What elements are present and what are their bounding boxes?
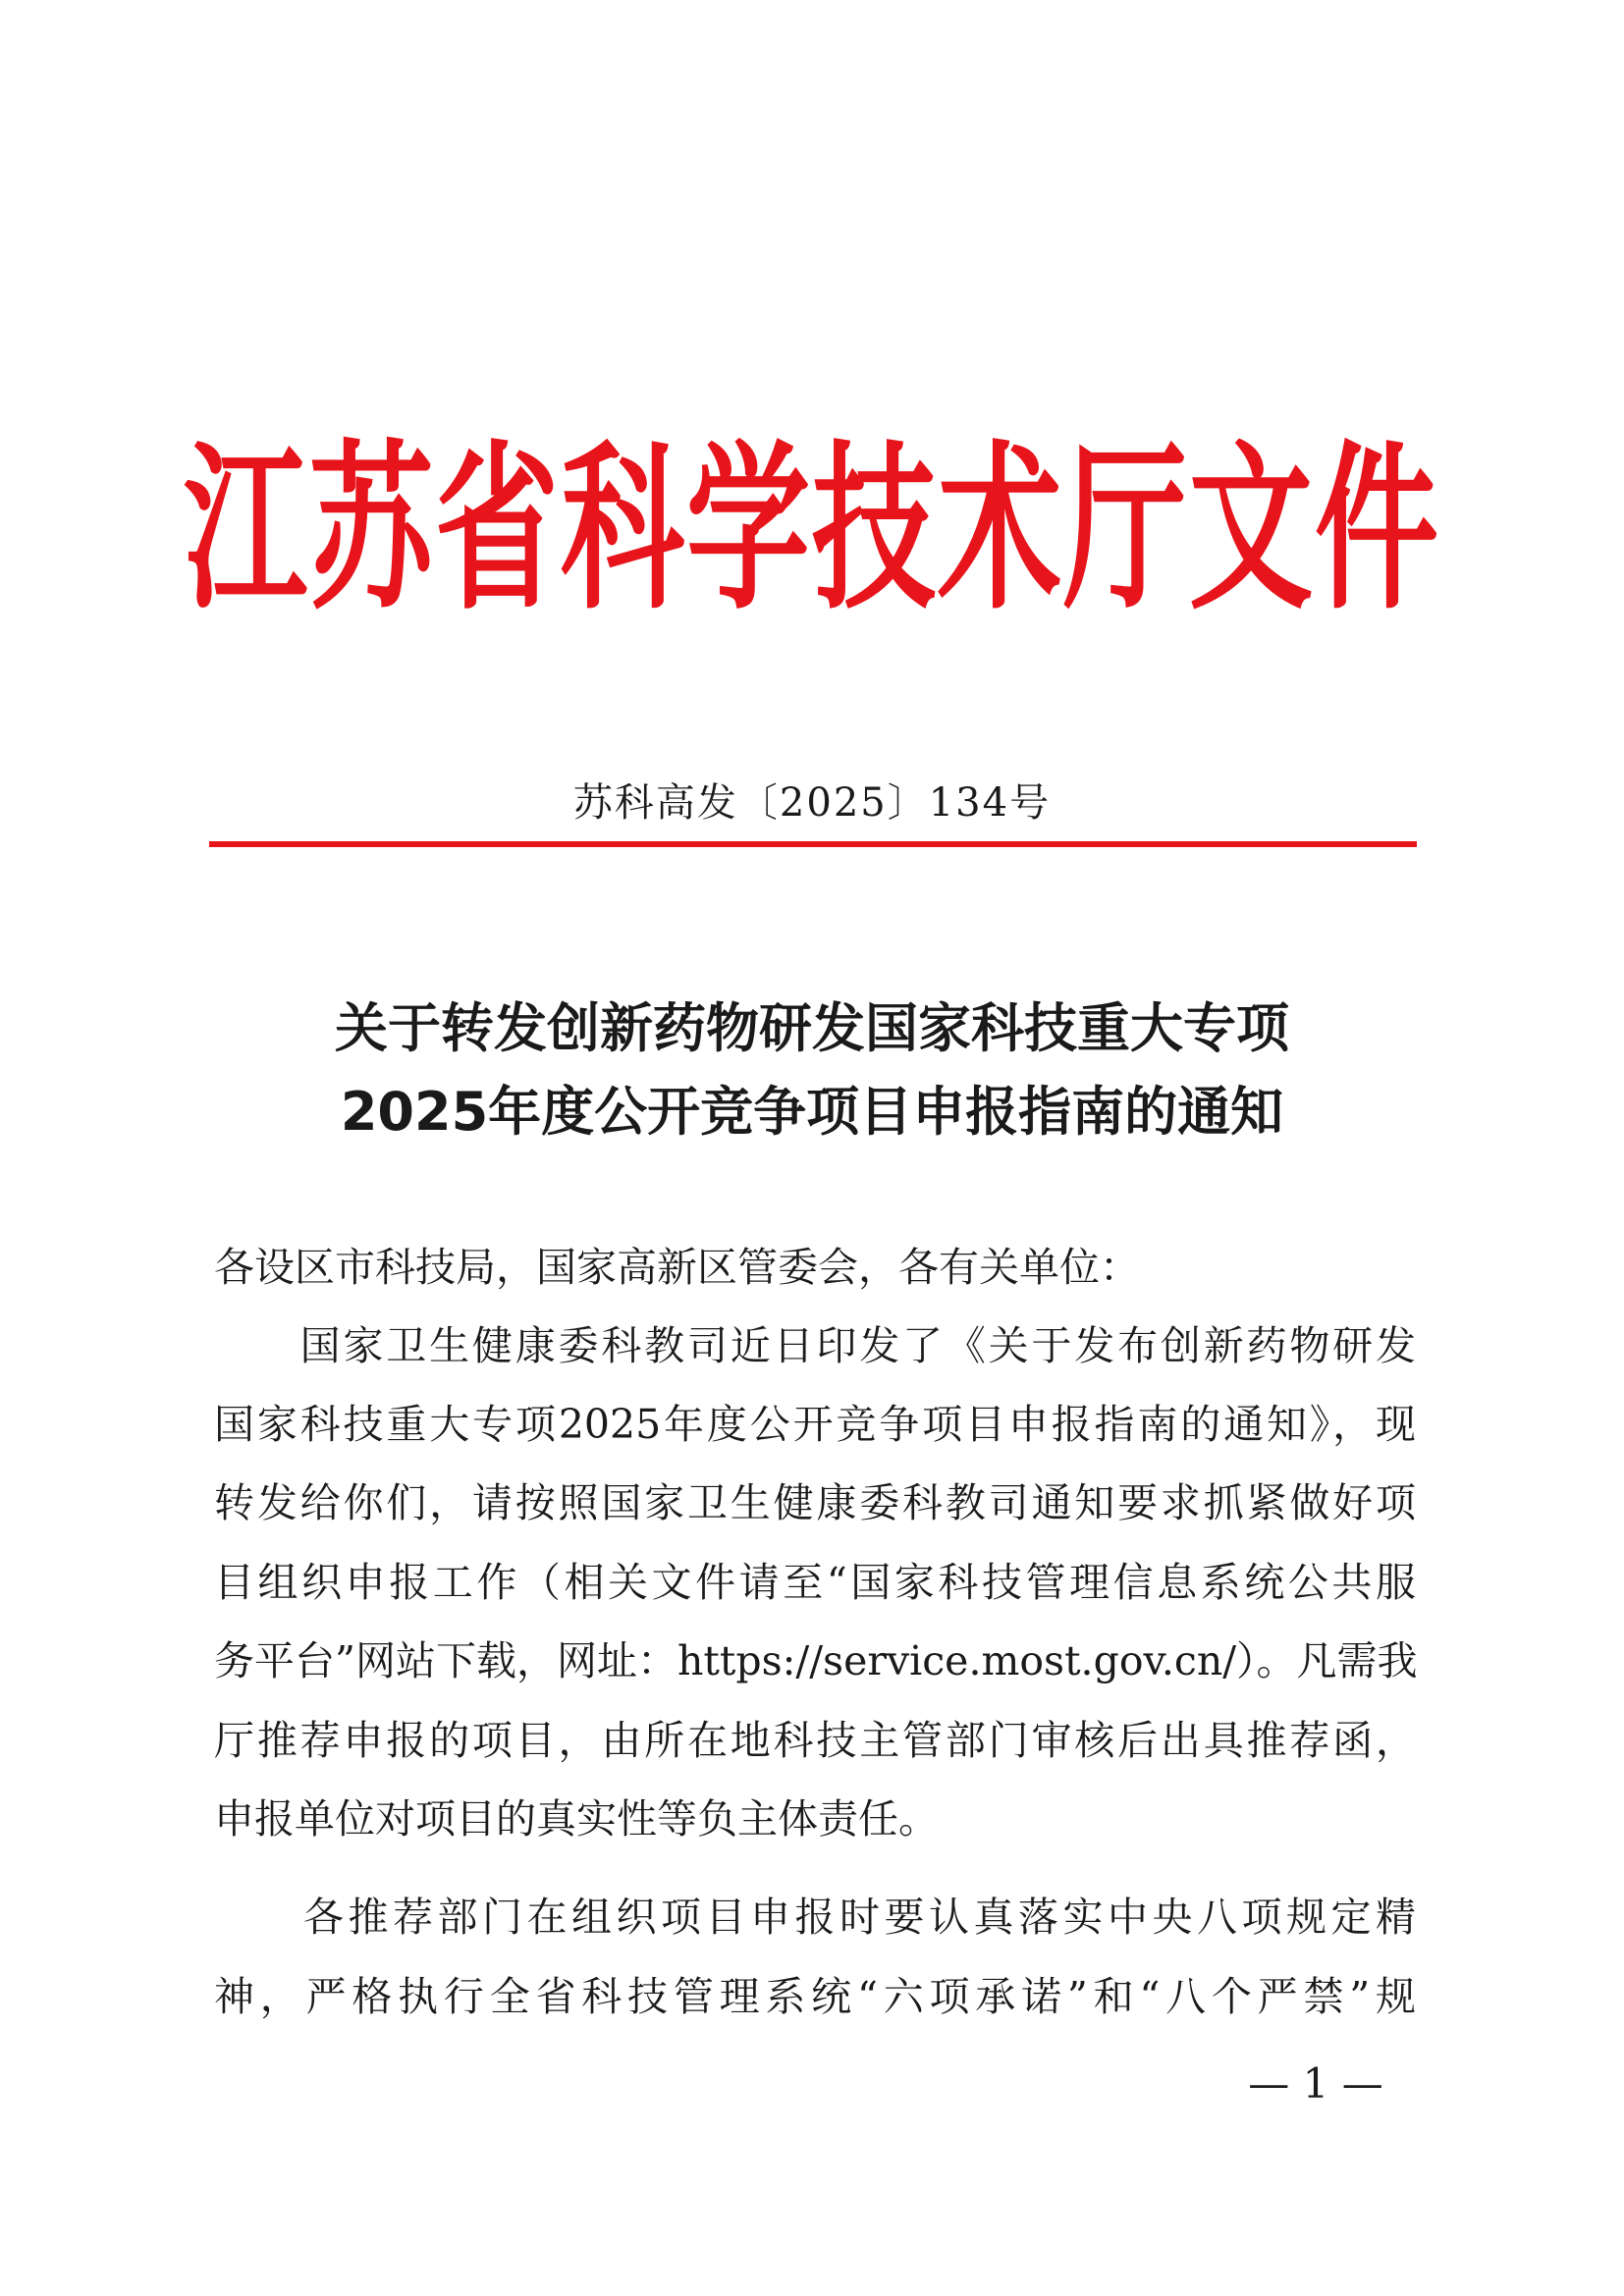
document-number: 苏科高发〔2025〕134号 [572, 780, 1052, 826]
body-line: 申报单位对项目的真实性等负主体责任。 [214, 1795, 939, 1842]
body-line: 各推荐部门在组织项目申报时要认真落实中央八项规定精 [214, 1894, 1416, 1941]
body-line: 厅推荐申报的项目，由所在地科技主管部门审核后出具推荐函， [214, 1717, 1416, 1764]
document-masthead [147, 424, 1477, 634]
body-line: 目组织申报工作（相关文件请至“国家科技管理信息系统公共服 [214, 1559, 1416, 1606]
document-title-line-1: 关于转发创新药物研发国家科技重大专项 [335, 997, 1289, 1059]
body-line: 国家卫生健康委科教司近日印发了《关于发布创新药物研发 [214, 1322, 1416, 1369]
body-line: 国家科技重大专项2025年度公开竞争项目申报指南的通知》，现 [214, 1401, 1416, 1448]
salutation: 各设区市科技局，国家高新区管委会，各有关单位： [214, 1244, 1140, 1291]
body-line: 转发给你们，请按照国家卫生健康委科教司通知要求抓紧做好项 [214, 1479, 1416, 1526]
body-line: 神，严格执行全省科技管理系统“六项承诺”和“八个严禁”规 [214, 1973, 1416, 2020]
page-number: — 1 — [1248, 2059, 1383, 2108]
document-title-line-2: 2025年度公开竞争项目申报指南的通知 [340, 1081, 1284, 1143]
body-line: 务平台”网站下载，网址：https://service.most.gov.cn/）。凡需我 [214, 1637, 1418, 1684]
masthead-text: 江苏省科学技术厅文件 [184, 424, 1440, 634]
red-divider-line [209, 841, 1417, 847]
